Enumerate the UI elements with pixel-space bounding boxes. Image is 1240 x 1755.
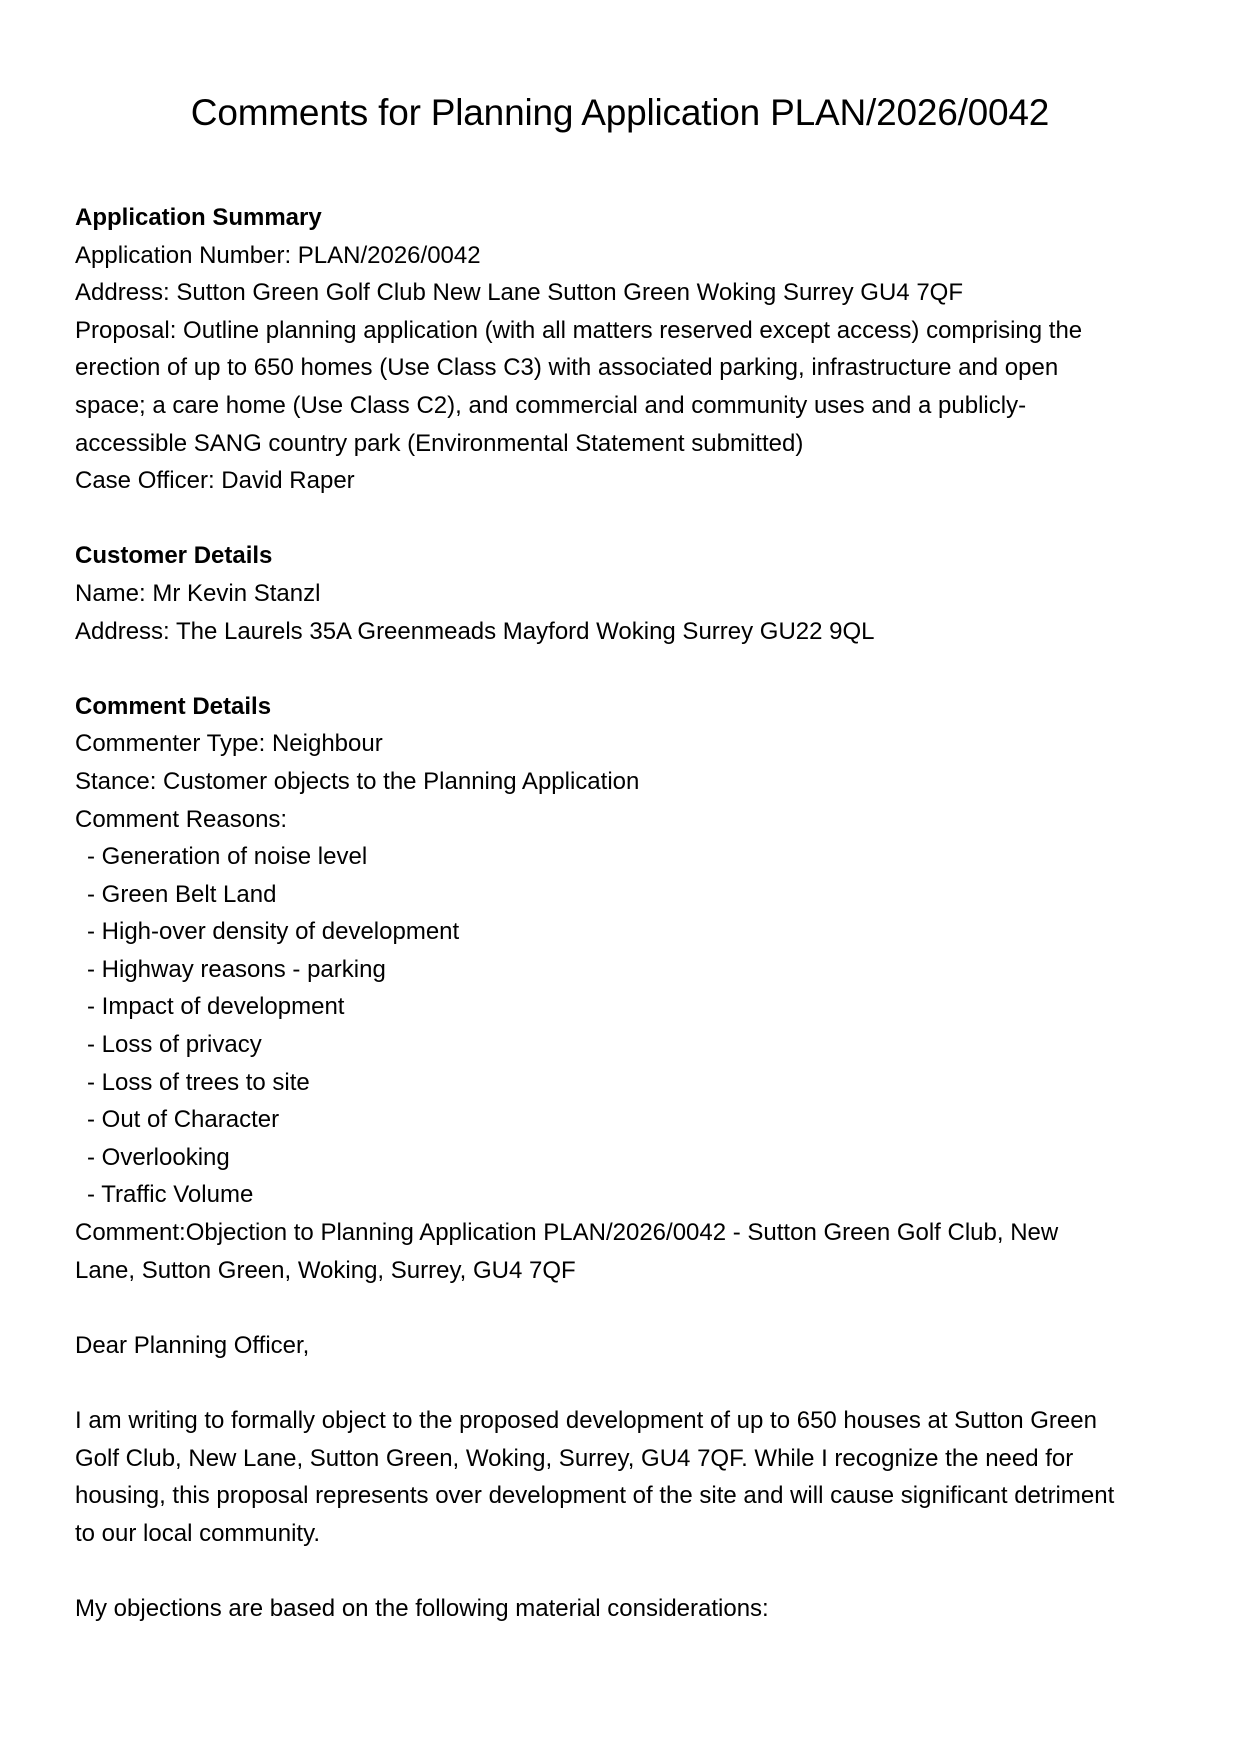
objection-paragraph-line: housing, this proposal represents over development of the site and will cause significant detriment xyxy=(75,1482,1115,1510)
paragraph-spacer xyxy=(75,1364,1175,1402)
proposal-line: accessible SANG country park (Environmental Statement submitted) xyxy=(75,429,804,457)
comment-reason-item: - Overlooking xyxy=(87,1143,230,1171)
comment-text-line: Comment:Objection to Planning Application PLAN/2026/0042 - Sutton Green Golf Club, New xyxy=(75,1219,1059,1247)
comment-reason-item: - Green Belt Land xyxy=(87,880,277,908)
customer-details-heading: Customer Details xyxy=(75,542,273,570)
customer-details-section xyxy=(75,537,1175,650)
page-title: Comments for Planning Application PLAN/2026/0042 xyxy=(190,92,1050,133)
considerations-intro: My objections are based on the following material considerations: xyxy=(75,1594,769,1622)
application-summary-section xyxy=(75,199,1175,500)
comment-reason-item: - Traffic Volume xyxy=(87,1181,254,1209)
application-summary-heading: Application Summary xyxy=(75,204,322,231)
comment-reason-item: - Loss of privacy xyxy=(87,1031,262,1059)
comment-reasons-label: Comment Reasons: xyxy=(75,805,288,833)
objection-paragraph-line: Golf Club, New Lane, Sutton Green, Woking, Surrey, GU4 7QF. While I recognize the need for xyxy=(75,1444,1074,1472)
application-address: Address: Sutton Green Golf Club New Lane Sutton Green Woking Surrey GU4 7QF xyxy=(75,279,963,307)
comment-reason-item: - Generation of noise level xyxy=(87,843,368,871)
comment-reason-item: - Highway reasons - parking xyxy=(87,955,386,983)
comment-details-heading: Comment Details xyxy=(75,692,272,720)
paragraph-spacer xyxy=(75,1289,1175,1327)
document-body xyxy=(75,199,1175,1628)
objection-paragraph-line: I am writing to formally object to the proposed development of up to 650 houses at Sutton Green xyxy=(75,1407,1097,1434)
salutation: Dear Planning Officer, xyxy=(75,1331,310,1359)
comment-text-line: Lane, Sutton Green, Woking, Surrey, GU4 7QF xyxy=(75,1256,576,1284)
comment-reason-item: - Out of Character xyxy=(87,1106,280,1134)
objection-paragraph-line: to our local community. xyxy=(75,1519,320,1547)
case-officer: Case Officer: David Raper xyxy=(75,467,355,495)
comment-reasons-list xyxy=(75,838,1175,1214)
proposal-line: Proposal: Outline planning application (with all matters reserved except access) comprising the xyxy=(75,316,1083,344)
commenter-type: Commenter Type: Neighbour xyxy=(75,730,383,758)
section-spacer xyxy=(75,500,1175,538)
stance: Stance: Customer objects to the Planning Application xyxy=(75,767,640,795)
comment-details-section xyxy=(75,688,1175,1628)
proposal-line: space; a care home (Use Class C2), and commercial and community uses and a publicly- xyxy=(75,391,1027,419)
comment-reason-item: - High-over density of development xyxy=(87,918,460,946)
comment-reason-item: - Impact of development xyxy=(87,993,345,1021)
customer-address: Address: The Laurels 35A Greenmeads Mayford Woking Surrey GU22 9QL xyxy=(75,617,875,645)
customer-name: Name: Mr Kevin Stanzl xyxy=(75,579,321,607)
application-number: Application Number: PLAN/2026/0042 xyxy=(75,241,481,269)
comment-reason-item: - Loss of trees to site xyxy=(87,1068,310,1096)
proposal-line: erection of up to 650 homes (Use Class C3) with associated parking, infrastructure and open xyxy=(75,354,1059,382)
paragraph-spacer xyxy=(75,1552,1175,1590)
section-spacer xyxy=(75,650,1175,688)
